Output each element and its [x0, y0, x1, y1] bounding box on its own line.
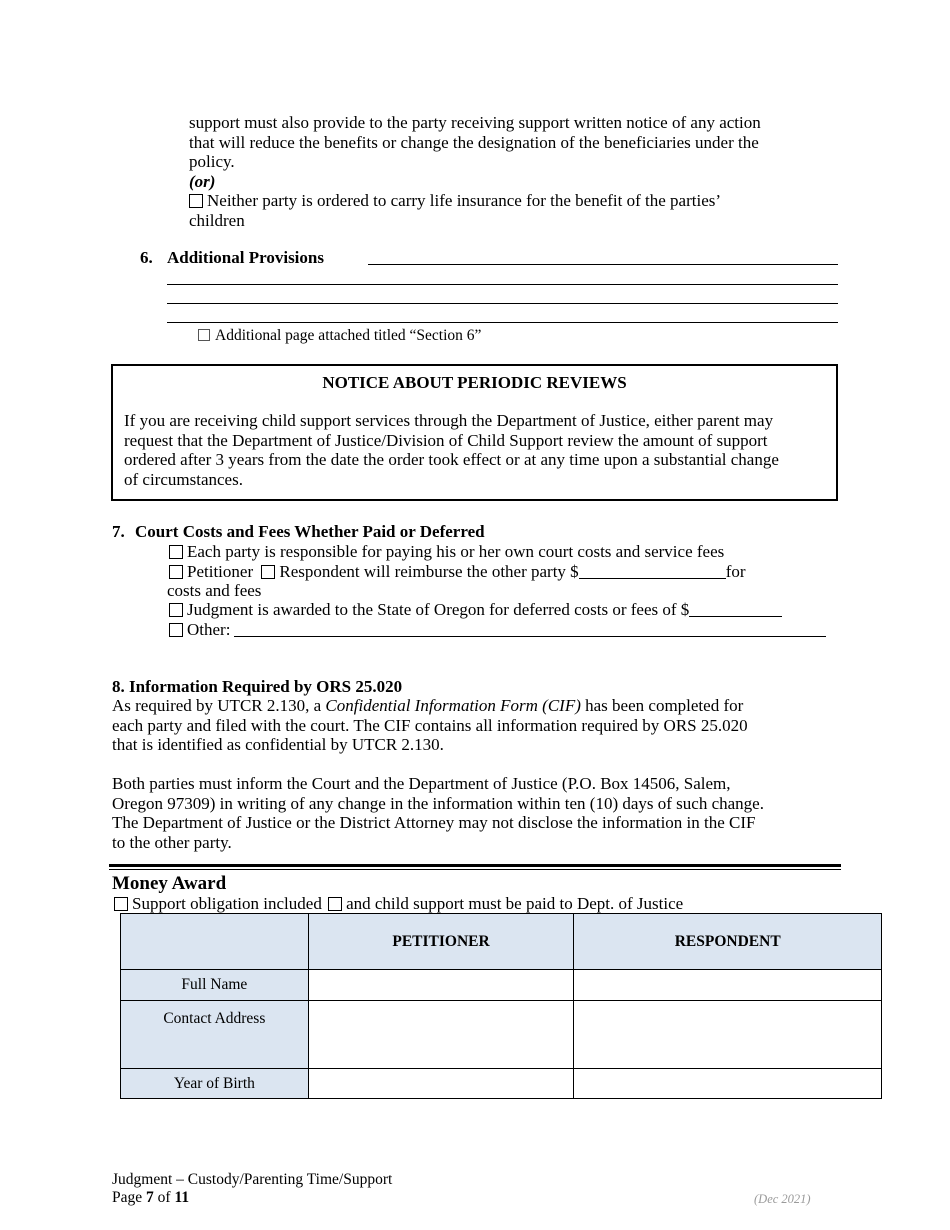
notice-line: ordered after 3 years from the date the order took effect or at any time upon a substantial change — [124, 450, 779, 469]
row-label-full-name: Full Name — [121, 970, 309, 1001]
header-petitioner: PETITIONER — [308, 914, 574, 970]
attached-page-option — [198, 326, 481, 346]
neither-option-text: Neither party is ordered to carry life insurance for the benefit of the parties’ — [207, 191, 722, 210]
table-header-row — [121, 914, 882, 970]
costs-option-reimburse — [169, 562, 829, 582]
section8-p2-line: Both parties must inform the Court and the Department of Justice (P.O. Box 14506, Salem, — [112, 774, 731, 793]
costs-each-checkbox[interactable] — [169, 545, 183, 559]
petitioner-checkbox[interactable] — [169, 565, 183, 579]
paid-to-doj-label: and child support must be paid to Dept. of Justice — [346, 894, 684, 913]
neither-option — [189, 191, 839, 211]
respondent-full-name-field[interactable] — [574, 970, 882, 1001]
row-label-year-of-birth: Year of Birth — [121, 1069, 309, 1099]
row-label-contact-address: Contact Address — [121, 1001, 309, 1069]
table-row — [121, 1069, 882, 1099]
respondent-year-of-birth-field[interactable] — [574, 1069, 882, 1099]
reimburse-text: Respondent will reimburse the other party $ — [279, 562, 579, 581]
attached-page-label: Additional page attached titled “Section 6” — [215, 327, 482, 344]
deferred-amount-field[interactable] — [689, 602, 782, 617]
judgment-checkbox[interactable] — [169, 603, 183, 617]
support-obligation-label: Support obligation included — [132, 894, 322, 913]
provisions-line-2[interactable] — [167, 284, 838, 285]
page-total: 11 — [174, 1189, 190, 1206]
page-prefix: Page — [112, 1189, 147, 1206]
periodic-review-notice — [111, 364, 838, 501]
provisions-line-3[interactable] — [167, 303, 838, 304]
money-award-table — [120, 913, 882, 1099]
section8-p2-line: Oregon 97309) in writing of any change in the information within ten (10) days of such change. — [112, 793, 764, 813]
page-current: 7 — [146, 1189, 154, 1206]
other-field[interactable] — [234, 622, 826, 637]
paid-to-doj-checkbox[interactable] — [328, 897, 342, 911]
section7-title: Court Costs and Fees Whether Paid or Deferred — [135, 522, 485, 541]
insurance-line: that will reduce the benefits or change the designation of the beneficiaries under the — [189, 132, 759, 152]
section6-number: 6. — [140, 248, 153, 267]
section7-number: 7. — [112, 522, 125, 541]
other-checkbox[interactable] — [169, 623, 183, 637]
insurance-continuation — [189, 113, 839, 230]
footer-revision: (Dec 2021) — [754, 1192, 811, 1206]
costs-each-text: Each party is responsible for paying his or her own court costs and service fees — [187, 542, 725, 561]
or-label: (or) — [189, 171, 216, 191]
for-text: for — [725, 562, 746, 581]
costs-option-other — [169, 620, 841, 640]
costs-option-each — [169, 542, 724, 562]
petitioner-contact-address-field[interactable] — [308, 1001, 574, 1069]
costs-option-judgment — [169, 600, 841, 620]
money-award-divider — [109, 864, 841, 867]
attached-page-checkbox[interactable] — [198, 329, 210, 341]
section8-p1-line — [112, 696, 842, 716]
petitioner-full-name-field[interactable] — [308, 970, 574, 1001]
cif-form-name: Confidential Information Form (CIF) — [325, 696, 581, 715]
footer-page-number — [112, 1189, 392, 1207]
section8-p1-line: that is identified as confidential by UTCR 2.130. — [112, 735, 444, 754]
section6-title: Additional Provisions — [167, 248, 324, 267]
neither-insurance-checkbox[interactable] — [189, 194, 203, 208]
respondent-contact-address-field[interactable] — [574, 1001, 882, 1069]
section8-paragraph-2 — [112, 774, 842, 852]
table-row — [121, 1001, 882, 1069]
provisions-line-1[interactable] — [368, 264, 838, 265]
section8-p2-line: The Department of Justice or the District Attorney may not disclose the information in the CIF — [112, 813, 756, 832]
header-cell-empty — [121, 914, 309, 970]
petitioner-year-of-birth-field[interactable] — [308, 1069, 574, 1099]
support-obligation-checkbox[interactable] — [114, 897, 128, 911]
respondent-checkbox[interactable] — [261, 565, 275, 579]
provisions-line-4[interactable] — [167, 322, 838, 323]
petitioner-label: Petitioner — [187, 562, 254, 581]
insurance-line: support must also provide to the party receiving support written notice of any action — [189, 113, 761, 132]
notice-title: NOTICE ABOUT PERIODIC REVIEWS — [322, 373, 627, 392]
money-award-divider-thin — [109, 869, 841, 870]
section8-p2-line: to the other party. — [112, 832, 232, 852]
section8-p1-line: each party and filed with the court. The CIF contains all information required by ORS 25.020 — [112, 715, 748, 735]
table-row — [121, 970, 882, 1001]
insurance-line: policy. — [189, 152, 235, 171]
notice-body — [124, 411, 829, 489]
notice-line: of circumstances. — [124, 469, 243, 489]
notice-line: If you are receiving child support services through the Department of Justice, either parent may — [124, 411, 774, 430]
costs-and-fees-text: costs and fees — [167, 581, 262, 600]
other-label: Other: — [187, 620, 231, 639]
footer-form-title: Judgment – Custody/Parenting Time/Support — [112, 1171, 393, 1188]
footer — [112, 1171, 392, 1207]
notice-line: request that the Department of Justice/Division of Child Support review the amount of support — [124, 430, 768, 450]
header-respondent: RESPONDENT — [574, 914, 882, 970]
cif-text-pre: As required by UTCR 2.130, a — [112, 696, 326, 715]
reimburse-amount-field[interactable] — [579, 564, 726, 579]
judgment-text: Judgment is awarded to the State of Oregon for deferred costs or fees of $ — [187, 600, 690, 619]
neither-option-text-cont: children — [189, 210, 245, 230]
section8-title: 8. Information Required by ORS 25.020 — [112, 677, 403, 696]
page-of: of — [153, 1189, 175, 1206]
money-award-title: Money Award — [112, 873, 227, 894]
section8-paragraph-1 — [112, 696, 842, 755]
cif-text-post: has been completed for — [580, 696, 744, 715]
money-award-options — [114, 894, 683, 914]
